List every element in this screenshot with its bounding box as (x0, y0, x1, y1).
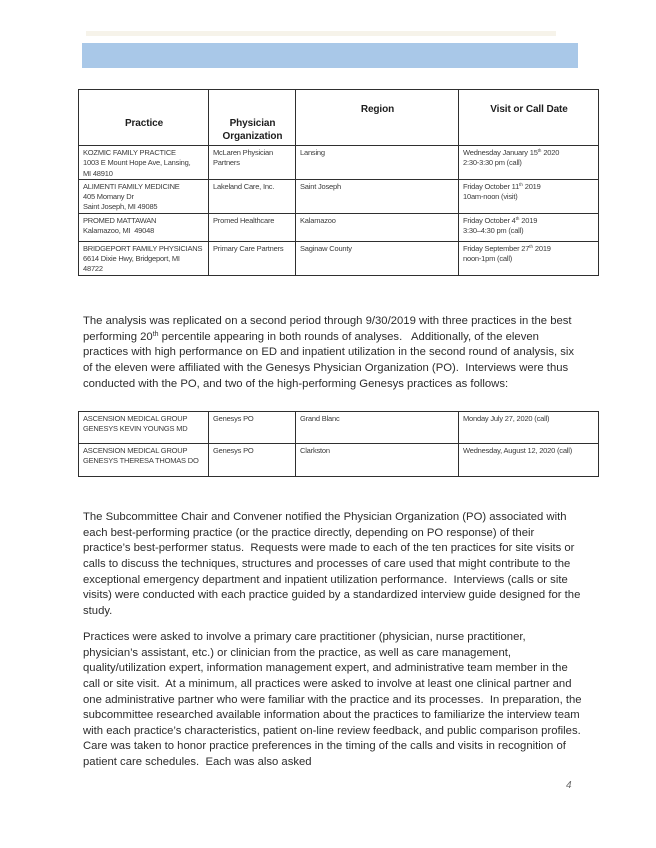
date-cell (459, 444, 599, 477)
table-row (79, 213, 599, 241)
faded-header-strip (86, 31, 556, 36)
practice-line: ALIMENTI FAMILY MEDICINE (83, 181, 180, 191)
organization-cell (209, 146, 296, 180)
date-time-line: 10am-noon (visit) (463, 192, 518, 202)
page-number: 4 (566, 780, 572, 791)
date-ordinal-suffix: th (529, 243, 533, 249)
date-line (463, 182, 595, 192)
organization-line: Primary Care Partners (213, 243, 284, 253)
date-text: Friday October 4 (463, 215, 516, 225)
practice-line: MI 48910 (83, 168, 113, 178)
region-value: Kalamazoo (300, 215, 336, 225)
date-cell (459, 213, 599, 241)
ordinal-suffix: th (152, 330, 159, 338)
table-row (79, 444, 599, 477)
organization-line: Genesys PO (213, 414, 254, 423)
date-ordinal-suffix: th (537, 148, 542, 153)
genesys-practice-table (78, 411, 599, 477)
practice-cell (79, 213, 209, 241)
practice-line: Kalamazoo, MI 49048 (83, 226, 155, 236)
practice-visit-table (78, 89, 599, 276)
col-header-practice: Practice (79, 90, 209, 146)
paragraph-text: percentile appearing in both rounds of analyses. Additionally, of the eleven practices with high performance on ED and inpatient utilization in the second round of analysis, six of the eleven were affiliated with the Genesys Physician Organization (PO). Interviews were thus conducted with the PO, and two of the high-performing Genesys practices as follows: (83, 330, 578, 390)
notification-paragraph: The Subcommittee Chair and Convener notified the Physician Organization (PO) associated with each best-performing practice (or the practice directly, depending on PO response) of their practice’s best-performer status. Requests were made to each of the ten practices for site visits or calls to discuss the techniques, structures and processes of care used that might contribute to the exceptional emergency department and inpatient utilization performance. Interviews (calls or site visits) were conducted with each practice guided by a standardized interview guide designed for the study. (83, 511, 584, 617)
date-year: 2020 (541, 148, 560, 157)
redacted-title-bar (82, 43, 578, 68)
practice-cell (79, 241, 209, 275)
organization-cell (209, 241, 296, 275)
table-row (79, 412, 599, 444)
date-time-line: noon-1pm (call) (463, 254, 513, 264)
table-row (79, 146, 599, 180)
date-year: 2019 (533, 243, 551, 253)
region-value: Saginaw County (300, 243, 352, 253)
date-year: 2019 (519, 215, 538, 225)
region-value: Lansing (300, 148, 325, 157)
practice-line: 6614 Dixie Hwy, Bridgeport, MI (83, 254, 180, 264)
practice-cell (79, 146, 209, 180)
region-value: Clarkston (300, 446, 330, 455)
organization-line: Promed Healthcare (213, 215, 275, 225)
region-value: Grand Blanc (300, 414, 340, 423)
date-cell (459, 146, 599, 180)
organization-cell (209, 412, 296, 444)
practice-cell (79, 412, 209, 444)
date-cell (459, 412, 599, 444)
practice-line: 48722 (83, 264, 103, 274)
organization-line: McLaren Physician (213, 148, 273, 157)
date-time-line: 2:30-3:30 pm (call) (463, 158, 522, 168)
date-time-line: 3:30–4:30 pm (call) (463, 226, 524, 236)
practice-line: PROMED MATTAWAN (83, 215, 157, 225)
date-line (463, 148, 595, 158)
organization-line: Partners (213, 158, 240, 168)
date-text: Wednesday January 15 (463, 148, 538, 157)
practice-line: GENESYS KEVIN YOUNGS MD (83, 424, 188, 434)
practice-line: Saint Joseph, MI 49085 (83, 202, 158, 212)
practice-cell (79, 444, 209, 477)
region-cell (296, 213, 459, 241)
date-ordinal-suffix: th (519, 181, 523, 187)
analysis-replication-paragraph (83, 314, 583, 392)
date-cell (459, 179, 599, 213)
date-year: 2019 (522, 181, 541, 191)
practice-line: ASCENSION MEDICAL GROUP (83, 414, 188, 423)
table-row (79, 179, 599, 213)
practice-cell (79, 179, 209, 213)
practice-line: 1003 E Mount Hope Ave, Lansing, (83, 158, 191, 168)
col-header-region: Region (296, 90, 459, 146)
region-cell (296, 241, 459, 275)
date-line (463, 244, 595, 254)
organization-line: Lakeland Care, Inc. (213, 181, 275, 191)
paragraph-text: The analysis was replicated on a second period through 9/30/2019 with three practices in the best performing 20 (83, 315, 575, 343)
date-cell (459, 241, 599, 275)
region-cell (296, 146, 459, 180)
table-row (79, 241, 599, 275)
practice-line: 405 Momany Dr (83, 192, 134, 202)
region-cell (296, 179, 459, 213)
practice-line: ASCENSION MEDICAL GROUP (83, 446, 188, 455)
region-value: Saint Joseph (300, 181, 341, 191)
table-header-row (79, 90, 599, 146)
organization-line: Genesys PO (213, 446, 254, 455)
date-line: Monday July 27, 2020 (call) (463, 414, 550, 423)
practice-line: KOZMIC FAMILY PRACTICE (83, 148, 176, 157)
organization-cell (209, 444, 296, 477)
date-line: Wednesday, August 12, 2020 (call) (463, 446, 573, 455)
date-line (463, 216, 595, 226)
date-text: Friday October 11 (463, 181, 520, 191)
date-ordinal-suffix: th (515, 215, 520, 221)
col-header-visit-or-call-date: Visit or Call Date (459, 90, 599, 146)
region-cell (296, 412, 459, 444)
region-cell (296, 444, 459, 477)
date-text: Friday September 27 (463, 243, 530, 253)
organization-cell (209, 179, 296, 213)
practice-involvement-paragraph: Practices were asked to involve a primary care practitioner (physician, nurse practitioner, physician’s assistant, etc.) or clinician from the practice, as well as care management, quality/utilization expert, information management expert, and administrative team member in the call or site visit. At a minimum, all practices were asked to involve at least one clinical partner and one administrative partner who were familiar with the practice and its processes. In preparation, the subcommittee researched available information about the practices to familiarize the interview team with each practice’s characteristics, patient on-line review feedback, and public comparison profiles. Care was taken to honor practice preferences in the timing of the calls and visits in recognition of patient care schedules. Each was also asked (83, 631, 588, 769)
practice-line: BRIDGEPORT FAMILY PHYSICIANS (83, 243, 203, 253)
organization-cell (209, 213, 296, 241)
practice-line: GENESYS THERESA THOMAS DO (83, 456, 199, 466)
col-header-physician-organization: Physician Organization (209, 90, 296, 146)
